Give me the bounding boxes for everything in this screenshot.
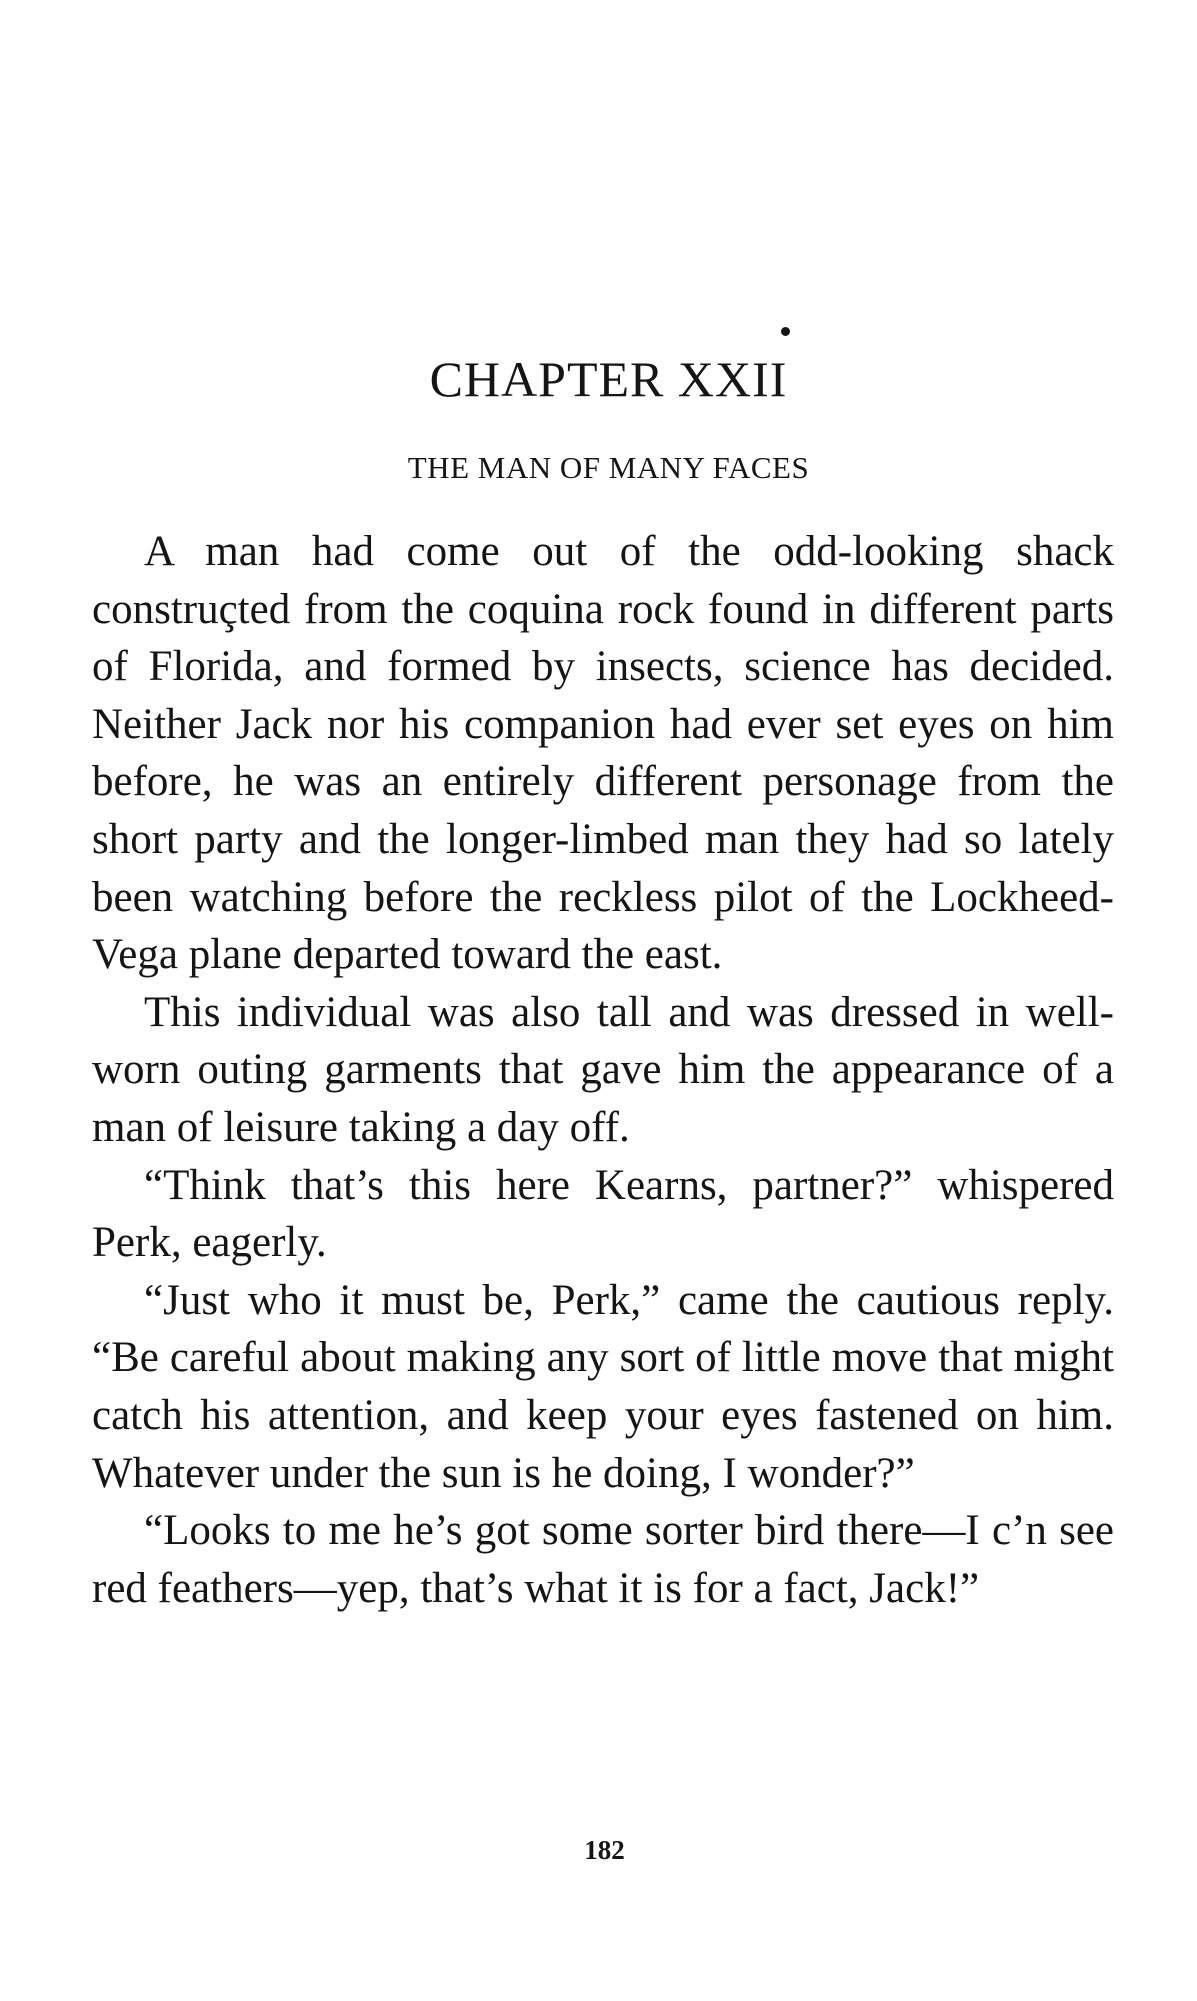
chapter-title: CHAPTER XXII [429,351,788,407]
paragraph: “Think that’s this here Kearns, partner?” whispered Perk, eagerly. [92,1161,1114,1267]
paragraph: “Just who it must be, Perk,” came the cautious reply. “Be careful about making any sort of little move that might catch his attention, and keep your eyes fastened on him. Whatever under the sun is he doing, I wonder?” [92,1276,1114,1497]
paragraph: “Looks to me he’s got some sorter bird there—I c’n see red feathers—yep, that’s what it is for a fact, Jack!” [92,1507,1114,1612]
chapter-body [92,523,1114,1617]
page-number: 182 [584,1835,625,1865]
chapter-subtitle: THE MAN OF MANY FACES [407,450,810,485]
paragraph: This individual was also tall and was dressed in well-worn outing garments that gave him the appearance of a man of leisure taking a day off. [92,988,1114,1151]
ornament-dot [781,327,790,336]
paragraph: A man had come out of the odd-looking shack construçted from the coquina rock found in different parts of Florida, and formed by insects, science has decided. Neither Jack nor his companion had ever set eyes on him before, he was an entirely different personage from the short party and the longer-limbed man they had so lately been watching before the reckless pilot of the Lockheed-Vega plane departed toward the east. [92,528,1114,979]
